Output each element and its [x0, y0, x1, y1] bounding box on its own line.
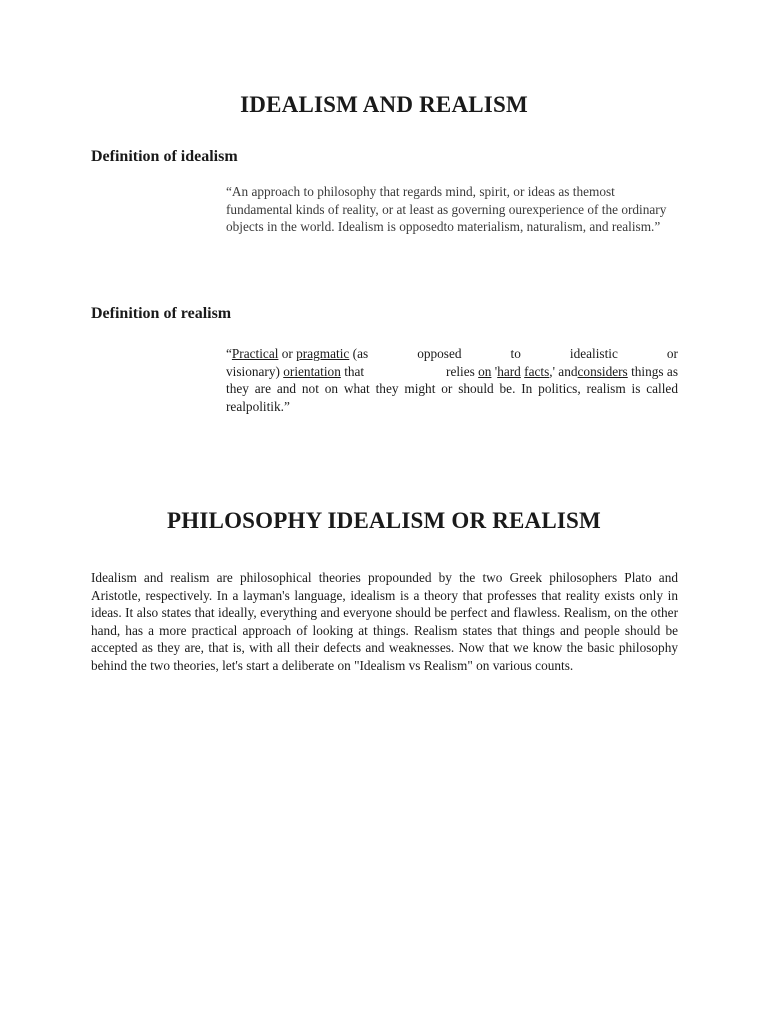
- link-hard[interactable]: hard: [497, 363, 521, 379]
- realism-heading: Definition of realism: [91, 305, 232, 322]
- link-pragmatic[interactable]: pragmatic: [296, 346, 350, 361]
- realism-quote-line-2: [226, 363, 678, 381]
- realism-quote-rest: they are and not on what they might or should be. In politics, realism is called realpolitik.”: [226, 381, 678, 414]
- quote-fragment: [226, 345, 368, 363]
- word-idealistic: idealistic: [569, 346, 618, 361]
- open-quote-mark: “: [226, 346, 232, 361]
- idealism-definition-quote: “An approach to philosophy that regards mind, spirit, or ideas as themost fundamental kinds of reality, or at least as governing ourexperience of the ordinary objects in the world. Idealism is opposedto materialism, naturalism, and realism.”: [226, 184, 667, 234]
- word-as: (as: [352, 346, 369, 361]
- link-facts[interactable]: facts: [524, 363, 550, 379]
- idealism-heading: Definition of idealism: [91, 148, 238, 165]
- word-that: that: [344, 363, 365, 379]
- word-opposed: opposed: [417, 346, 462, 361]
- realism-quote-line-1: [226, 345, 678, 363]
- word-relies: relies: [446, 363, 475, 379]
- link-on[interactable]: on: [478, 363, 492, 379]
- word-or-2: or: [666, 346, 678, 361]
- link-orientation[interactable]: orientation: [283, 363, 341, 379]
- page-title: IDEALISM AND REALISM: [240, 92, 528, 117]
- body-paragraph: Idealism and realism are philosophical theories propounded by the two Greek philosophers Plato and Aristotle, respectively. In a layman's language, idealism is a theory that professes that reality exists only in ideas. It also states that ideally, everything and everyone should be perfect and flawless. Realism, on the other hand, has a more practical approach of looking at things. Realism states that things and people should be accepted as they are, that is, with all their defects and weaknesses. Now that we know the basic philosophy behind the two theories, let's start a deliberate on "Idealism vs Realism" on various counts.: [91, 570, 678, 673]
- word-or: or: [281, 346, 293, 361]
- quote-fragment-3: [446, 363, 678, 381]
- link-practical[interactable]: Practical: [231, 346, 279, 361]
- word-visionary: visionary): [226, 363, 280, 379]
- quote-fragment-2: [226, 363, 364, 381]
- word-to: to: [510, 346, 521, 361]
- word-things-as: things as: [631, 363, 678, 379]
- link-considers[interactable]: considers: [577, 363, 628, 379]
- realism-definition-quote: [226, 345, 678, 415]
- apostrophe: ': [494, 363, 498, 379]
- word-and: ,' and: [549, 363, 578, 379]
- section-title: PHILOSOPHY IDEALISM OR REALISM: [167, 508, 601, 533]
